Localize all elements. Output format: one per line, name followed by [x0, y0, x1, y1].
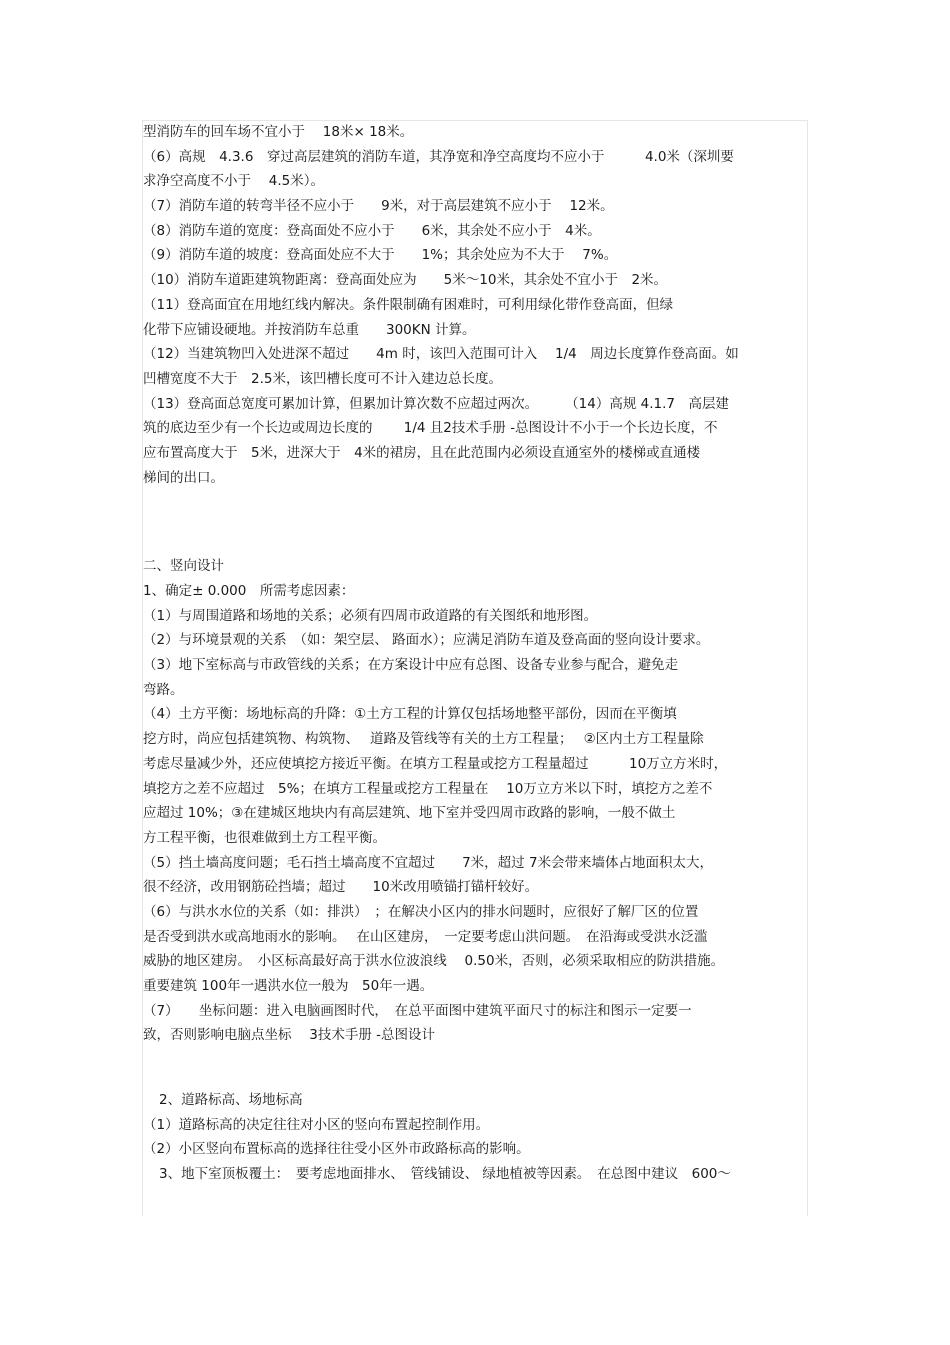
text-line: 挖方时，尚应包括建筑物、构筑物、 道路及管线等有关的土方工程量； ②区内土方工程量除: [143, 731, 704, 748]
text-line: 方工程平衡，也很难做到土方工程平衡。: [143, 829, 386, 846]
text-line: 致，否则影响电脑点坐标 3技术手册 -总图设计: [143, 1027, 436, 1044]
fire-lane-paragraphs: [143, 120, 808, 490]
text-line: （8）消防车道的宽度：登高面处不应小于 6米，其余处不应小于 4米。: [143, 222, 601, 239]
text-line: 筑的底边至少有一个长边或周边长度的 1/4 且2技术手册 -总图设计不小于一个长边长度，不: [143, 420, 718, 437]
text-line: 重要建筑 100年一遇洪水位一般为 50年一遇。: [143, 978, 434, 994]
text-line: 考虑尽量减少外，还应使填挖方接近平衡。在填方工程量或挖方工程量超过 10万立方米时，: [143, 755, 728, 772]
text-line: （10）消防车道距建筑物距离：登高面处应为 5米～10米，其余处不宜小于 2米。: [143, 272, 668, 289]
subsection-heading: 2、道路标高、场地标高: [159, 1092, 303, 1109]
text-line: 1、确定± 0.000 所需考虑因素：: [143, 583, 355, 599]
text-line: 很不经济，改用钢筋砼挡墙；超过 10米改用喷锚打锚杆较好。: [143, 879, 539, 896]
vertical-design-paragraphs: [143, 579, 808, 1048]
text-line: 型消防车的回车场不宜小于 18米× 18米。: [143, 124, 414, 140]
text-line: （7）消防车道的转弯半径不应小于 9米，对于高层建筑不应小于 12米。: [143, 198, 614, 215]
text-line: 梯间的出口。: [143, 469, 224, 486]
text-line: （12）当建筑物凹入处进深不超过 4m 时，该凹入范围可计入 1/4 周边长度算作登高面。如: [143, 346, 739, 363]
subsection-line: 3、地下室顶板覆土： 要考虑地面排水、 管线铺设、 绿地植被等因素。 在总图中建议 600～: [159, 1166, 731, 1183]
text-line: （6）高规 4.3.6 穿过高层建筑的消防车道，其净宽和净空高度均不应小于 4.0米（深圳要: [143, 148, 734, 165]
document-body: [143, 120, 808, 1187]
text-line: 是否受到洪水或高地雨水的影响。 在山区建房， 一定要考虑山洪问题。 在沿海或受洪水泛滥: [143, 928, 708, 945]
text-line: （3）地下室标高与市政管线的关系；在方案设计中应有总图、设备专业参与配合，避免走: [143, 657, 679, 674]
text-line: （6）与洪水水位的关系（如：排洪） ；在解决小区内的排水问题时，应很好了解厂区的位置: [143, 903, 699, 920]
text-line: （13）登高面总宽度可累加计算，但累加计算次数不应超过两次。 （14）高规 4.1.7 高层建: [143, 395, 729, 412]
text-line: 应超过 10%；③在建城区地块内有高层建筑、地下室并受四周市政路的影响，一般不做土: [143, 805, 676, 822]
text-line: 填挖方之差不应超过 5%；在填方工程量或挖方工程量在 10万立方米以下时，填挖方之差不: [143, 780, 713, 797]
text-line: 应布置高度大于 5米，进深大于 4米的裙房，且在此范围内必须设直通室外的楼梯或直通楼: [143, 444, 701, 461]
text-line: 求净空高度不小于 4.5米）。: [143, 173, 325, 190]
section-heading: 二、竖向设计: [143, 558, 224, 575]
text-line: （2）小区竖向布置标高的选择往往受小区外市政路标高的影响。: [143, 1141, 530, 1158]
text-line: （5）挡土墙高度问题；毛石挡土墙高度不宜超过 7米，超过 7米会带来墙体占地面积太大，: [143, 854, 714, 871]
text-line: （4）土方平衡：场地标高的升降：①土方工程的计算仅包括场地整平部份，因而在平衡填: [143, 706, 677, 723]
text-line: 凹槽宽度不大于 2.5米，该凹槽长度可不计入建边总长度。: [143, 370, 502, 387]
text-line: （7） 坐标问题：进入电脑画图时代， 在总平面图中建筑平面尺寸的标注和图示一定要一: [143, 1002, 692, 1019]
text-line: （1）与周围道路和场地的关系；必须有四周市政道路的有关图纸和地形图。: [143, 607, 598, 624]
text-line: 弯路。: [143, 681, 184, 698]
road-elevation-paragraphs: [143, 1113, 808, 1162]
text-line: 威胁的地区建房。 小区标高最好高于洪水位波浪线 0.50米，否则，必须采取相应的防洪措施。: [143, 953, 725, 970]
text-line: （2）与环境景观的关系 （如：架空层、 路面水）；应满足消防车道及登高面的竖向设计要求。: [143, 632, 710, 649]
text-line: （9）消防车道的坡度：登高面处应不大于 1%；其余处应为不大于 7%。: [143, 247, 618, 264]
text-line: （1）道路标高的决定往往对小区的竖向布置起控制作用。: [143, 1116, 490, 1133]
text-line: （11）登高面宜在用地红线内解决。条件限制确有困难时，可利用绿化带作登高面，但绿: [143, 296, 674, 313]
text-line: 化带下应铺设硬地。并按消防车总重 300KN 计算。: [143, 321, 476, 338]
